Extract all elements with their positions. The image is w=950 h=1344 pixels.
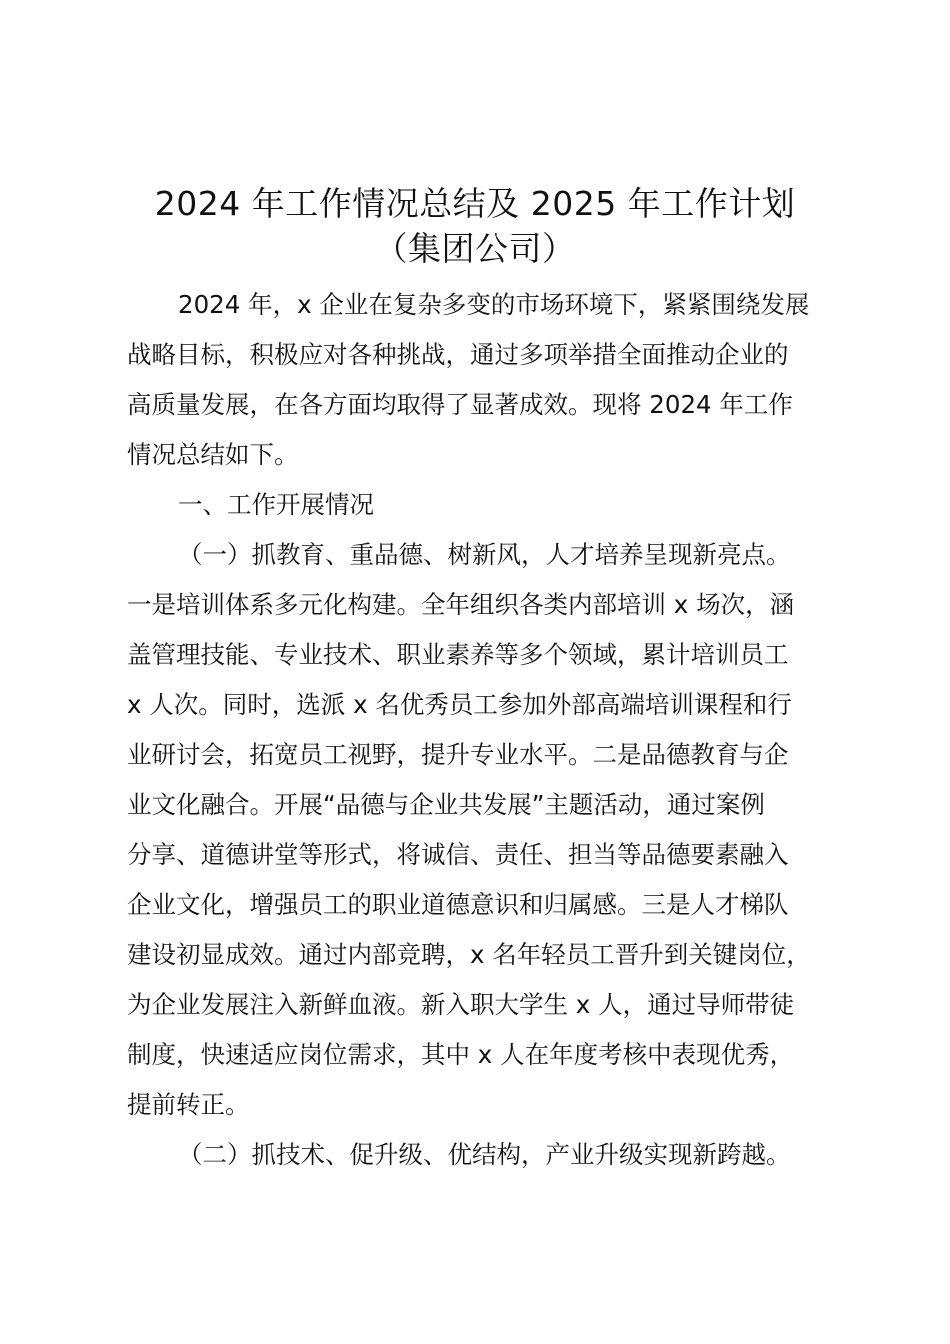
paragraph-line: 2024 年，x 企业在复杂多变的市场环境下，紧紧围绕发展 <box>178 290 810 319</box>
paragraph-line: 一是培训体系多元化构建。全年组织各类内部培训 x 场次，涵 <box>127 590 795 619</box>
subsection-heading: （二）抓技术、促升级、优结构，产业升级实现新跨越。 <box>178 1140 791 1169</box>
paragraph-line: 战略目标，积极应对各种挑战，通过多项举措全面推动企业的 <box>127 340 789 369</box>
section-heading: 一、工作开展情况 <box>178 490 374 519</box>
paragraph-line: x 人次。同时，选派 x 名优秀员工参加外部高端培训课程和行 <box>127 690 792 719</box>
document-title: 2024 年工作情况总结及 2025 年工作计划 <box>154 184 796 223</box>
paragraph-line: 分享、道德讲堂等形式，将诚信、责任、担当等品德要素融入 <box>127 840 789 869</box>
paragraph-line: 盖管理技能、专业技术、职业素养等多个领域，累计培训员工 <box>127 640 789 669</box>
paragraph-line: 提前转正。 <box>127 1090 250 1119</box>
subsection-heading: （一）抓教育、重品德、树新风，人才培养呈现新亮点。 <box>178 540 791 569</box>
paragraph-line: 制度，快速适应岗位需求，其中 x 人在年度考核中表现优秀， <box>127 1040 795 1069</box>
paragraph-line: 业文化融合。开展“品德与企业共发展”主题活动，通过案例 <box>127 790 765 819</box>
paragraph-line: 高质量发展，在各方面均取得了显著成效。现将 2024 年工作 <box>127 390 793 419</box>
document-subtitle: （集团公司） <box>374 229 576 268</box>
paragraph-line: 建设初显成效。通过内部竞聘，x 名年轻员工晋升到关键岗位， <box>127 940 811 969</box>
paragraph-line: 业研讨会，拓宽员工视野，提升专业水平。二是品德教育与企 <box>127 740 789 769</box>
paragraph-line: 情况总结如下。 <box>127 440 299 469</box>
paragraph-line: 企业文化，增强员工的职业道德意识和归属感。三是人才梯队 <box>127 890 789 919</box>
paragraph-line: 为企业发展注入新鲜血液。新入职大学生 x 人，通过导师带徒 <box>127 990 795 1019</box>
